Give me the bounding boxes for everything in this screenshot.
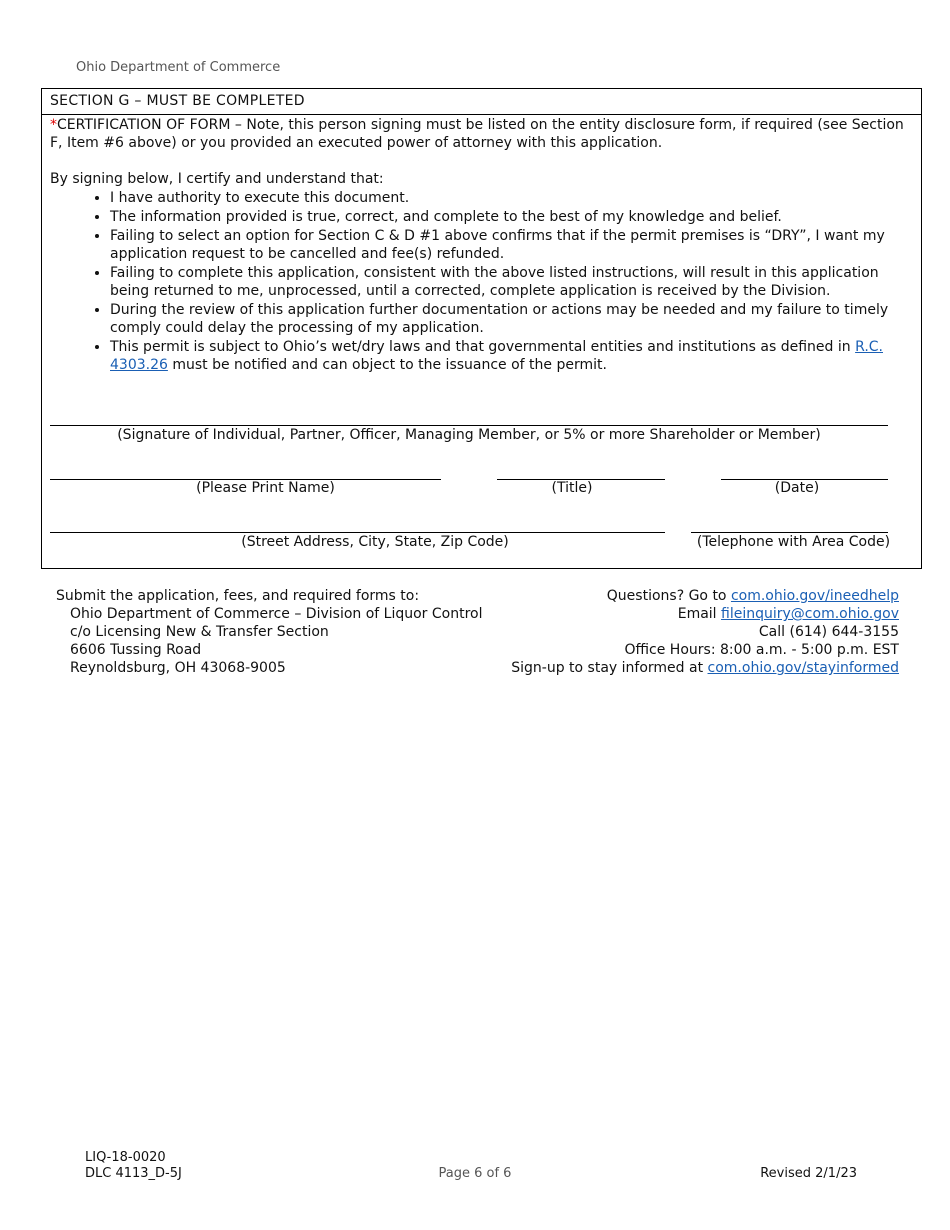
- dlc-id: DLC 4113_D-5J: [85, 1166, 182, 1181]
- email-line: [511, 605, 899, 623]
- list-item: • I have authority to execute this document.: [110, 189, 911, 207]
- submit-heading: Submit the application, fees, and required forms to:: [56, 588, 420, 604]
- certification-list: [82, 189, 911, 375]
- date-label: (Date): [774, 480, 820, 496]
- title-label: (Title): [551, 480, 593, 496]
- address-line-2: c/o Licensing New & Transfer Section: [70, 624, 329, 640]
- print-name-label: (Please Print Name): [196, 480, 335, 496]
- certification-note: [50, 116, 913, 152]
- questions-prefix: Questions? Go to: [606, 588, 731, 604]
- signature-label: (Signature of Individual, Partner, Officer, Managing Member, or 5% or more Shareholder or Member): [117, 427, 821, 443]
- certification-text: CERTIFICATION OF FORM – Note, this person signing must be listed on the entity disclosure form, if required (see Section F, Item #6 above) or you provided an executed power of attorney with this application.: [50, 117, 904, 151]
- signature-line[interactable]: [50, 425, 888, 426]
- section-g-box: [41, 88, 922, 569]
- address-line-3: 6606 Tussing Road: [70, 642, 202, 658]
- phone-line-text: Call (614) 644-3155: [758, 624, 899, 640]
- submit-address-block: [56, 587, 483, 677]
- list-item: • Failing to complete this application, consistent with the above listed instructions, will result in this application being returned to me, unprocessed, until a corrected, complete application is received by the Division.: [110, 264, 911, 300]
- section-title: SECTION G – MUST BE COMPLETED: [42, 89, 921, 115]
- phone-label: (Telephone with Area Code): [696, 534, 891, 550]
- address-line-1: Ohio Department of Commerce – Division of Liquor Control: [70, 606, 483, 622]
- header-organization: Ohio Department of Commerce: [76, 60, 281, 75]
- email-prefix: Email: [677, 606, 722, 622]
- list-item: • Failing to select an option for Section C & D #1 above confirms that if the permit premises is “DRY”, I want my application request to be cancelled and fee(s) refunded.: [110, 227, 911, 263]
- help-link[interactable]: com.ohio.gov/ineedhelp: [730, 588, 899, 604]
- signup-line: [511, 659, 899, 677]
- list-item: • The information provided is true, correct, and complete to the best of my knowledge and belief.: [110, 208, 911, 226]
- form-id: LIQ-18-0020: [85, 1150, 166, 1165]
- signup-link[interactable]: com.ohio.gov/stayinformed: [707, 660, 899, 676]
- email-link[interactable]: fileinquiry@com.ohio.gov: [721, 606, 899, 622]
- list-item: • During the review of this application further documentation or actions may be needed and my failure to timely comply could delay the processing of my application.: [110, 301, 911, 337]
- list-item-text: must be notified and can object to the issuance of the permit.: [167, 357, 607, 373]
- page-number: Page 6 of 6: [438, 1166, 512, 1181]
- office-hours: Office Hours: 8:00 a.m. - 5:00 p.m. EST: [624, 642, 899, 658]
- questions-line: [511, 587, 899, 605]
- contact-block: [511, 587, 899, 677]
- required-star: *: [50, 117, 57, 133]
- phone-line[interactable]: [691, 532, 888, 533]
- address-line[interactable]: [50, 532, 665, 533]
- list-item: [110, 338, 911, 374]
- address-label: (Street Address, City, State, Zip Code): [241, 534, 509, 550]
- address-line-4: Reynoldsburg, OH 43068-9005: [70, 660, 286, 676]
- certify-intro: By signing below, I certify and understand that:: [50, 171, 384, 187]
- signup-prefix: Sign-up to stay informed at: [511, 660, 708, 676]
- revised-date: Revised 2/1/23: [760, 1166, 857, 1181]
- rc-4303-26-link[interactable]: R.C. 4303.26: [110, 339, 883, 373]
- list-item-text: This permit is subject to Ohio’s wet/dry laws and that governmental entities and institutions as defined in: [110, 339, 856, 355]
